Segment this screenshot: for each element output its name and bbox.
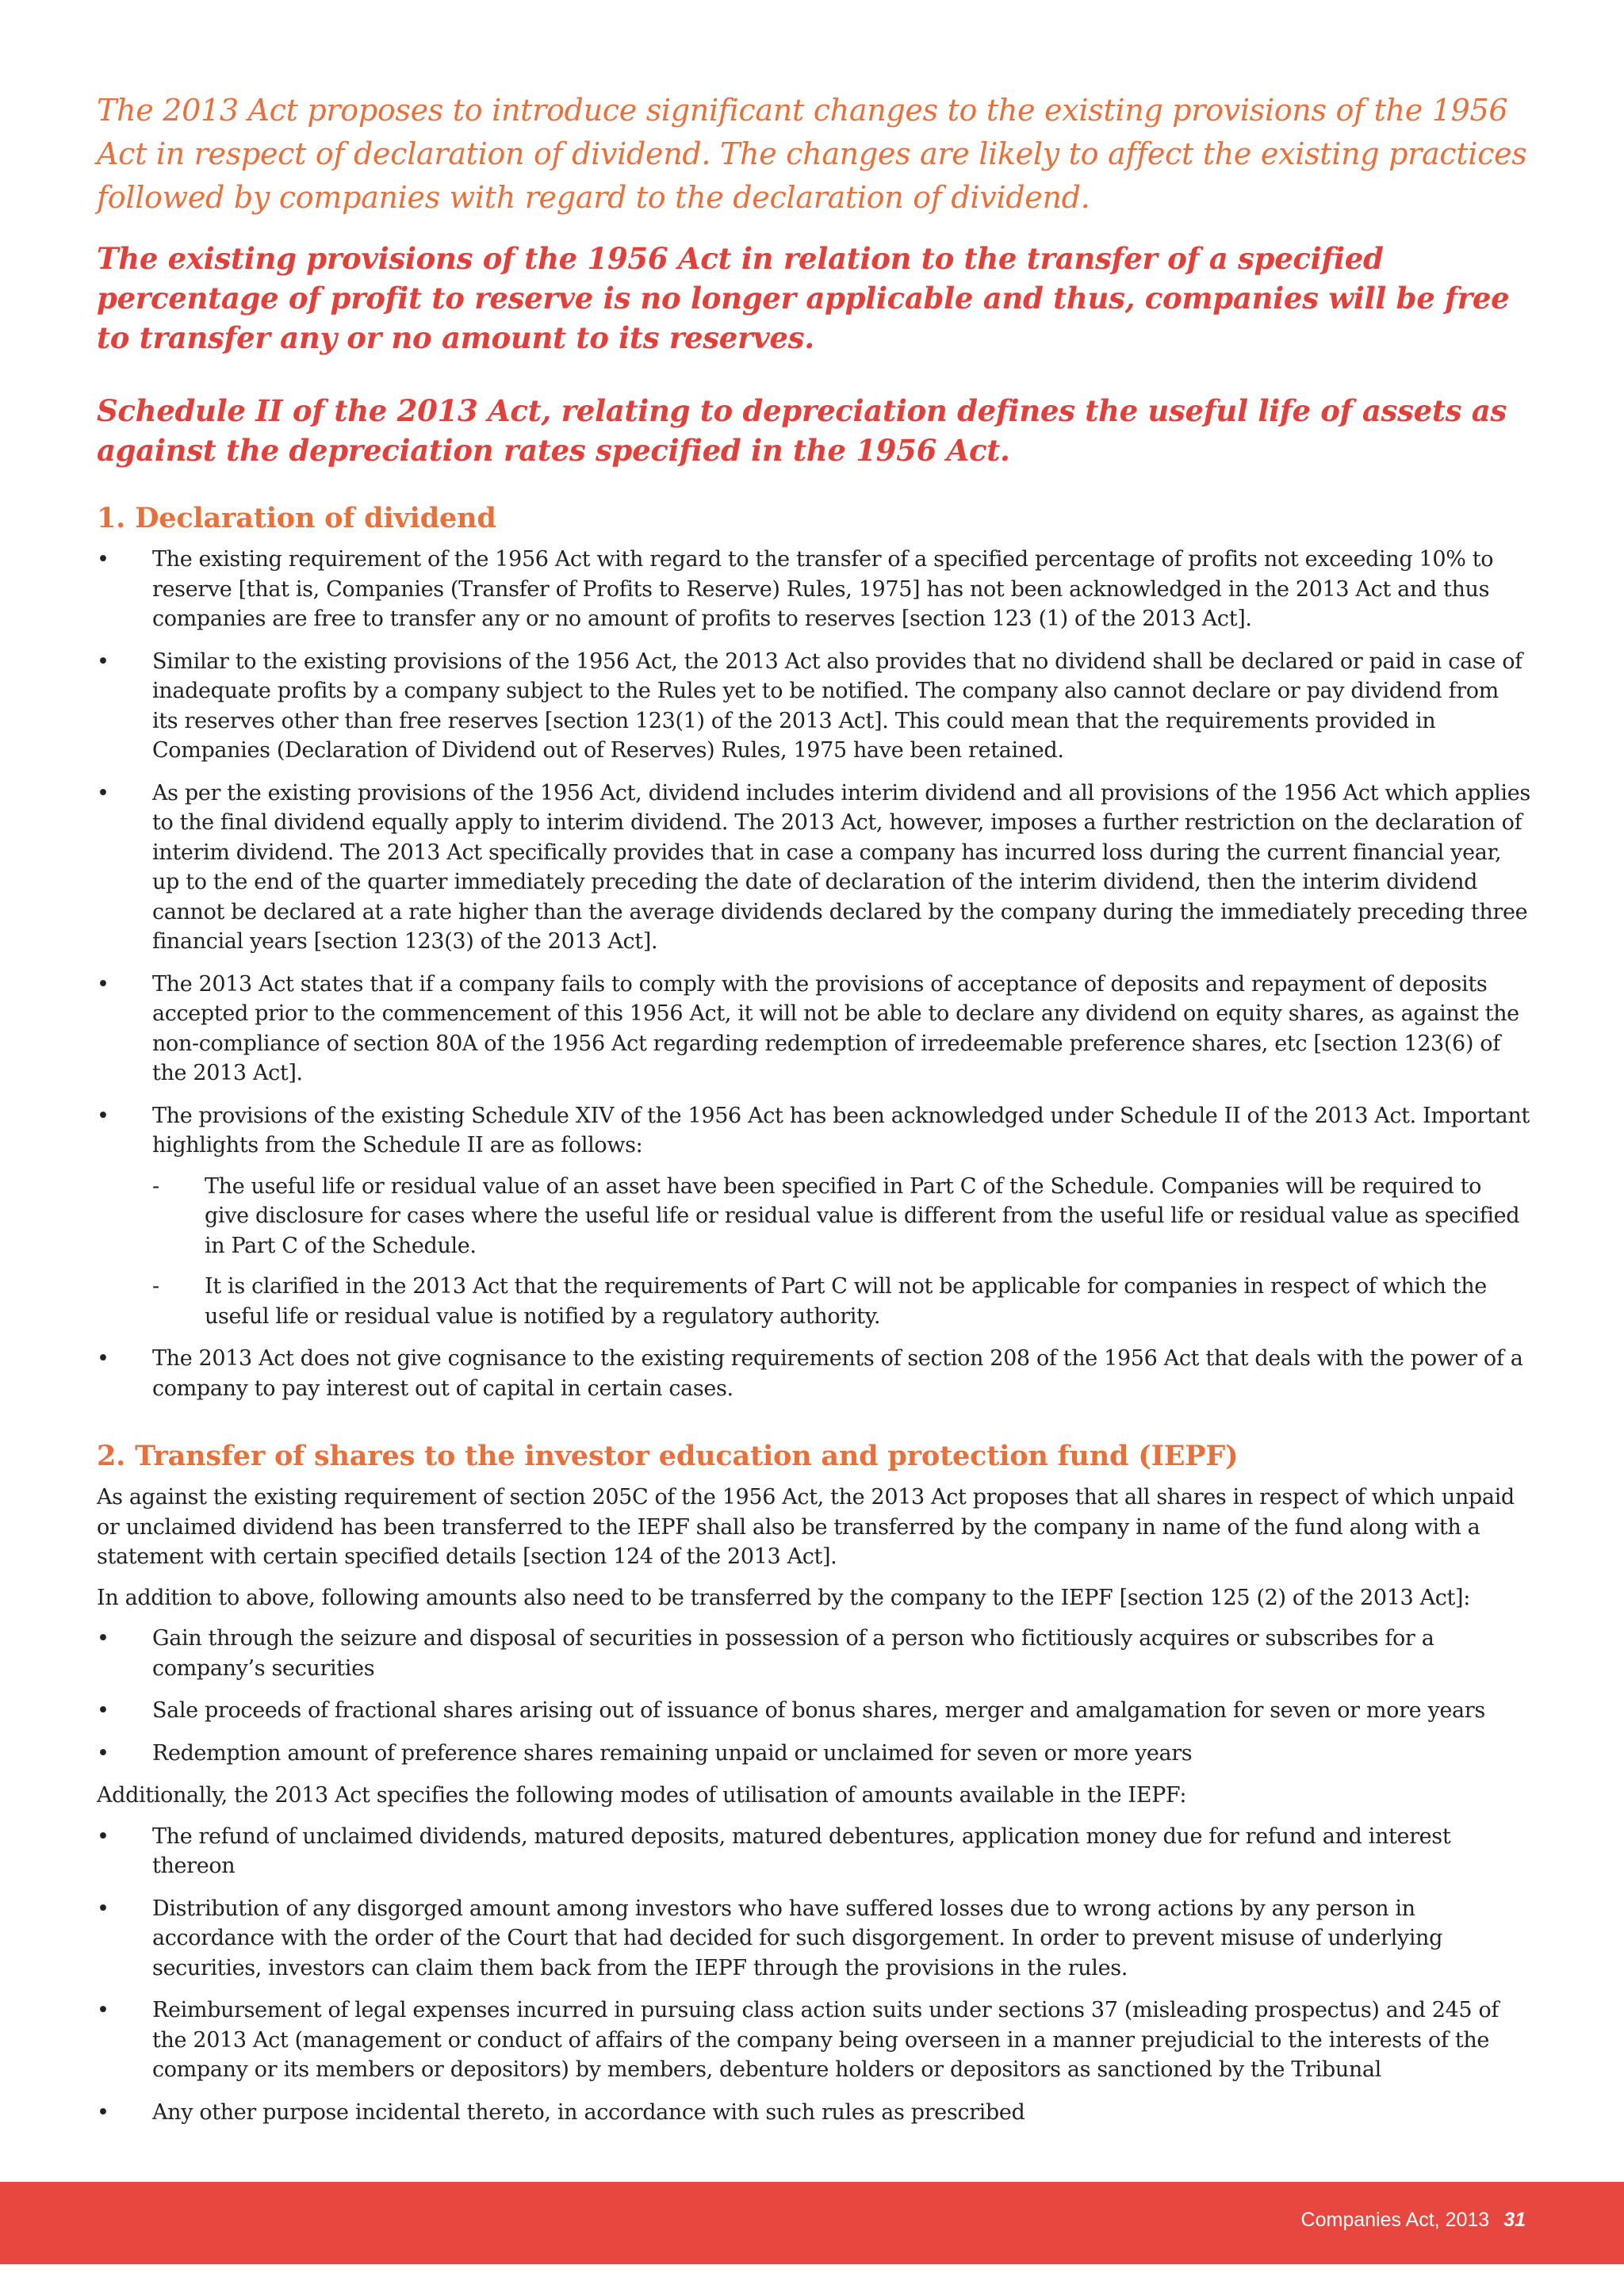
list-item-text: Redemption amount of preference shares remaining unpaid or unclaimed for seven or more years	[152, 1740, 1193, 1766]
list-item-text: The refund of unclaimed dividends, matured deposits, matured debentures, application money due for refund and interest thereon	[152, 1823, 1451, 1878]
bullet-icon: •	[97, 1346, 109, 1371]
list-item	[97, 647, 1530, 766]
bullet-icon: •	[97, 971, 109, 997]
list-item	[97, 545, 1530, 634]
bullet-icon: •	[97, 1626, 109, 1651]
sub-list-item	[152, 1272, 1530, 1331]
list-item-text: Similar to the existing provisions of the 1956 Act, the 2013 Act also provides that no dividend shall be declared or paid in case of inadequate profits by a company subject to the Rules yet to be notified. The company also cannot declare or pay dividend from its reserves other than free reserves [section 123(1) of the 2013 Act]. This could mean that the requirements provided in Companies (Declaration of Dividend out of Reserves) Rules, 1975 have been retained.	[152, 649, 1522, 763]
bullet-icon: •	[97, 1698, 109, 1723]
list-item	[97, 1739, 1530, 1769]
iepf-paragraph-2: In addition to above, following amounts also need to be transferred by the company to the IEPF [section 125 (2) of the 2013 Act]:	[97, 1585, 1470, 1610]
bullet-icon: •	[97, 1740, 109, 1766]
bullet-icon: •	[97, 780, 109, 806]
bullet-icon: •	[97, 1103, 109, 1128]
sub-list-item-text: The useful life or residual value of an asset have been specified in Part C of the Schedule. Companies will be required to give disclosure for cases where the useful life or residual value is different from the useful life or residual value as specified in Part C of the Schedule.	[205, 1173, 1520, 1258]
list-item	[97, 1696, 1530, 1726]
page-content	[97, 89, 1530, 2140]
dash-icon: -	[152, 1173, 159, 1199]
sub-list-item-text: It is clarified in the 2013 Act that the requirements of Part C will not be applicable for companies in respect of which the useful life or residual value is notified by a regulatory authority.	[205, 1274, 1487, 1329]
iepf-paragraph-1: As against the existing requirement of section 205C of the 1956 Act, the 2013 Act proposes that all shares in respect of which unpaid or unclaimed dividend has been transferred to the IEPF shall also be transferred by the company in name of the fund along with a statement with certain specified details [section 124 of the 2013 Act].	[97, 1485, 1515, 1569]
section-heading-declaration-of-dividend: 1. Declaration of dividend	[97, 502, 496, 534]
bullet-icon: •	[97, 1896, 109, 1921]
bullet-icon: •	[97, 2099, 109, 2125]
list-item	[97, 779, 1530, 957]
list-item	[97, 2098, 1530, 2128]
bullet-icon: •	[97, 1823, 109, 1849]
footer-text	[1301, 2209, 1526, 2232]
list-item-text: The 2013 Act does not give cognisance to the existing requirements of section 208 of the 1956 Act that deals with the power of a company to pay interest out of capital in certain cases.	[152, 1346, 1523, 1401]
sub-list-item	[152, 1172, 1530, 1261]
list-item-text: Any other purpose incidental thereto, in accordance with such rules as prescribed	[152, 2099, 1025, 2125]
list-item	[97, 1996, 1530, 2085]
page-number: 31	[1503, 2209, 1526, 2231]
list-item	[97, 970, 1530, 1089]
list-item-text: The provisions of the existing Schedule XIV of the 1956 Act has been acknowledged under Schedule II of the 2013 Act. Important highlights from the Schedule II are as follows:	[152, 1103, 1530, 1158]
list-item	[97, 1344, 1530, 1403]
list-item-text: Sale proceeds of fractional shares arising out of issuance of bonus shares, merger and amalgamation for seven or more years	[152, 1698, 1485, 1723]
bullet-icon: •	[97, 547, 109, 572]
footer-title: Companies Act, 2013	[1300, 2209, 1490, 2231]
bullet-icon: •	[97, 1998, 109, 2022]
list-item-text: Gain through the seizure and disposal of securities in possession of a person who fictitiously acquires or subscribes for a company’s securities	[152, 1626, 1434, 1681]
list-item-text: As per the existing provisions of the 1956 Act, dividend includes interim dividend and all provisions of the 1956 Act which applies to the final dividend equally apply to interim dividend. The 2013 Act, however, imposes a further restriction on the declaration of interim dividend. The 2013 Act specifically provides that in case a company has incurred loss during the current financial year, up to the end of the quarter immediately preceding the date of declaration of the interim dividend, then the interim dividend cannot be declared at a rate higher than the average dividends declared by the company during the immediately preceding three financial years [section 123(3) of the 2013 Act].	[152, 780, 1530, 954]
iepf-transfer-amounts-list	[97, 1624, 1530, 1768]
iepf-paragraph-3: Additionally, the 2013 Act specifies the following modes of utilisation of amounts available in the IEPF:	[97, 1783, 1187, 1808]
list-item-text: The existing requirement of the 1956 Act with regard to the transfer of a specified percentage of profits not exceeding 10% to reserve [that is, Companies (Transfer of Profits to Reserve) Rules, 1975] has not been acknowledged in the 2013 Act and thus companies are free to transfer any or no amount of profits to reserves [section 123 (1) of the 2013 Act].	[152, 547, 1494, 631]
list-item	[97, 1822, 1530, 1881]
intro-paragraph: The 2013 Act proposes to introduce significant changes to the existing provisions of the 1956 Act in respect of declaration of dividend. The changes are likely to affect the existing practices followed by companies with regard to the declaration of dividend.	[97, 93, 1527, 215]
list-item	[97, 1101, 1530, 1332]
section1-bullet-list	[97, 545, 1530, 1403]
list-item-text: Reimbursement of legal expenses incurred in pursuing class action suits under sections 37 (misleading prospectus) and 245 of the 2013 Act (management or conduct of affairs of the company being overseen in a manner prejudicial to the interests of the company or its members or depositors) by members, debenture holders or depositors as sanctioned by the Tribunal	[152, 1998, 1500, 2082]
section-heading-iepf-transfer: 2. Transfer of shares to the investor education and protection fund (IEPF)	[97, 1440, 1239, 1472]
list-item	[97, 1624, 1530, 1683]
highlight-reserve-transfer: The existing provisions of the 1956 Act in relation to the transfer of a specified percentage of profit to reserve is no longer applicable and thus, companies will be free to transfer any or no amount to its reserves.	[97, 241, 1510, 355]
list-item-text: Distribution of any disgorged amount among investors who have suffered losses due to wrong actions by any person in accordance with the order of the Court that had decided for such disgorgement. In order to prevent misuse of underlying securities, investors can claim them back from the IEPF through the provisions in the rules.	[152, 1896, 1443, 1980]
highlight-depreciation-schedule: Schedule II of the 2013 Act, relating to depreciation defines the useful life of assets as against the depreciation rates specified in the 1956 Act.	[97, 393, 1507, 468]
list-item	[97, 1894, 1530, 1984]
schedule-ii-sub-list	[152, 1172, 1530, 1332]
iepf-utilisation-list	[97, 1822, 1530, 2128]
page-footer-band	[0, 2182, 1624, 2264]
bullet-icon: •	[97, 649, 109, 674]
list-item-text: The 2013 Act states that if a company fails to comply with the provisions of acceptance of deposits and repayment of deposits accepted prior to the commencement of this 1956 Act, it will not be able to declare any dividend on equity shares, as against the non-compliance of section 80A of the 1956 Act regarding redemption of irredeemable preference shares, etc [section 123(6) of the 2013 Act].	[152, 971, 1519, 1085]
dash-icon: -	[152, 1274, 159, 1299]
